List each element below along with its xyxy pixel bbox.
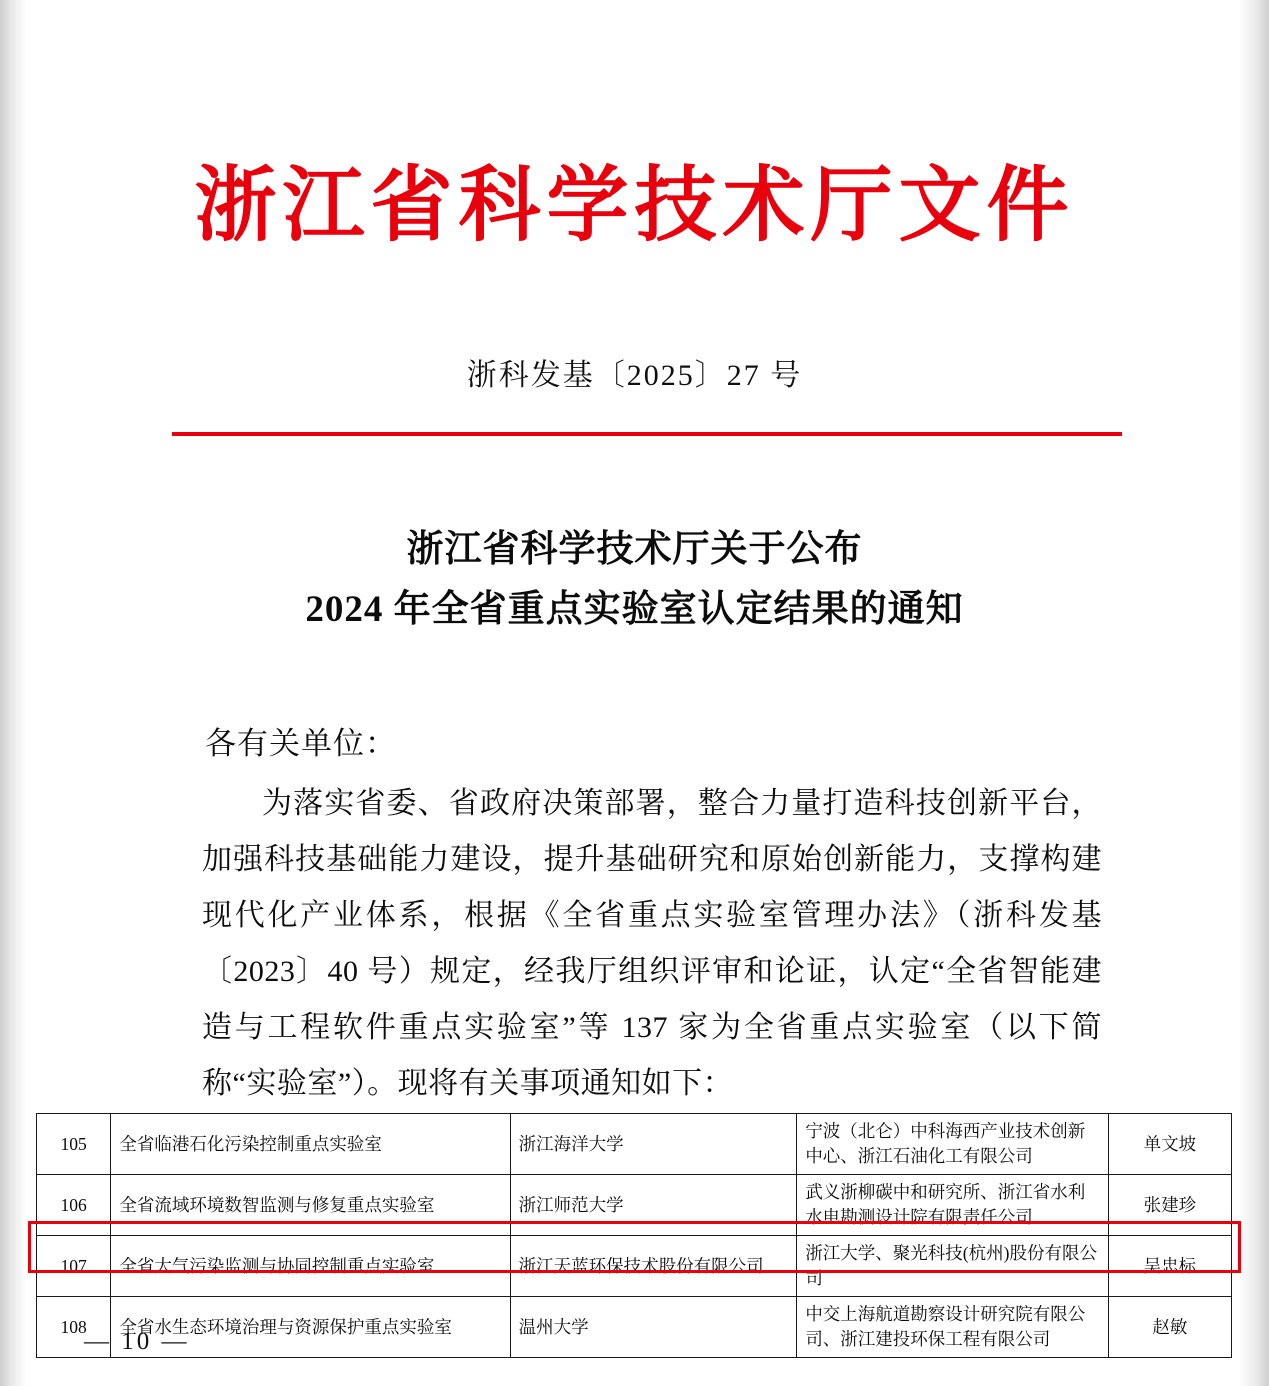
row-number: 105 <box>37 1114 111 1175</box>
document-title: 浙江省科学技术厅文件 <box>194 160 1075 251</box>
partner-units: 武义浙柳碳中和研究所、浙江省水利水电勘测设计院有限责任公司 <box>797 1175 1109 1236</box>
table-row-highlighted <box>37 1236 1232 1297</box>
row-number: 107 <box>37 1236 111 1297</box>
table-body <box>37 1114 1232 1358</box>
page-number: — 10 — <box>84 1328 190 1355</box>
salutation: 各有关单位： <box>205 726 397 761</box>
notice-title-line-1: 浙江省科学技术厅关于公布 <box>406 529 863 570</box>
host-unit: 浙江海洋大学 <box>510 1114 797 1175</box>
lab-name: 全省水生态环境治理与资源保护重点实验室 <box>111 1297 510 1358</box>
body-paragraph: 为落实省委、省政府决策部署，整合力量打造科技创新平台，加强科技基础能力建设，提升基础研究和原始创新能力，支撑构建现代化产业体系，根据《全省重点实验室管理办法》（浙科发基〔2023〕40 号）规定，经我厅组织评审和论证，认定“全省智能建造与工程软件重点实验室”等 137 家为全省重点实验室（以下简称“实验室”）。现将有关事项通知如下： <box>202 787 1102 1100</box>
lab-name: 全省大气污染监测与协同控制重点实验室 <box>111 1236 510 1297</box>
host-unit: 温州大学 <box>510 1297 797 1358</box>
responsible-person: 赵敏 <box>1108 1297 1231 1358</box>
host-unit: 浙江天蓝环保技术股份有限公司 <box>510 1236 797 1297</box>
table-row <box>37 1175 1232 1236</box>
responsible-person: 张建珍 <box>1108 1175 1231 1236</box>
partner-units: 宁波（北仑）中科海西产业技术创新中心、浙江石油化工有限公司 <box>797 1114 1109 1175</box>
responsible-person: 吴忠标 <box>1108 1236 1231 1297</box>
partner-units: 中交上海航道勘察设计研究院有限公司、浙江建投环保工程有限公司 <box>797 1297 1109 1358</box>
notice-title <box>0 520 1269 640</box>
table-row <box>37 1114 1232 1175</box>
red-divider-rule <box>172 432 1122 436</box>
lab-name: 全省临港石化污染控制重点实验室 <box>111 1114 510 1175</box>
row-number: 108 <box>37 1297 111 1358</box>
row-number: 106 <box>37 1175 111 1236</box>
document-number: 浙科发基〔2025〕27 号 <box>466 359 803 392</box>
responsible-person: 单文坡 <box>1108 1114 1231 1175</box>
table-row <box>37 1297 1232 1358</box>
host-unit: 浙江师范大学 <box>510 1175 797 1236</box>
lab-name: 全省流域环境数智监测与修复重点实验室 <box>111 1175 510 1236</box>
lab-results-table <box>36 1113 1232 1358</box>
partner-units: 浙江大学、聚光科技(杭州)股份有限公司 <box>797 1236 1109 1297</box>
notice-title-line-2: 2024 年全省重点实验室认定结果的通知 <box>305 589 964 630</box>
